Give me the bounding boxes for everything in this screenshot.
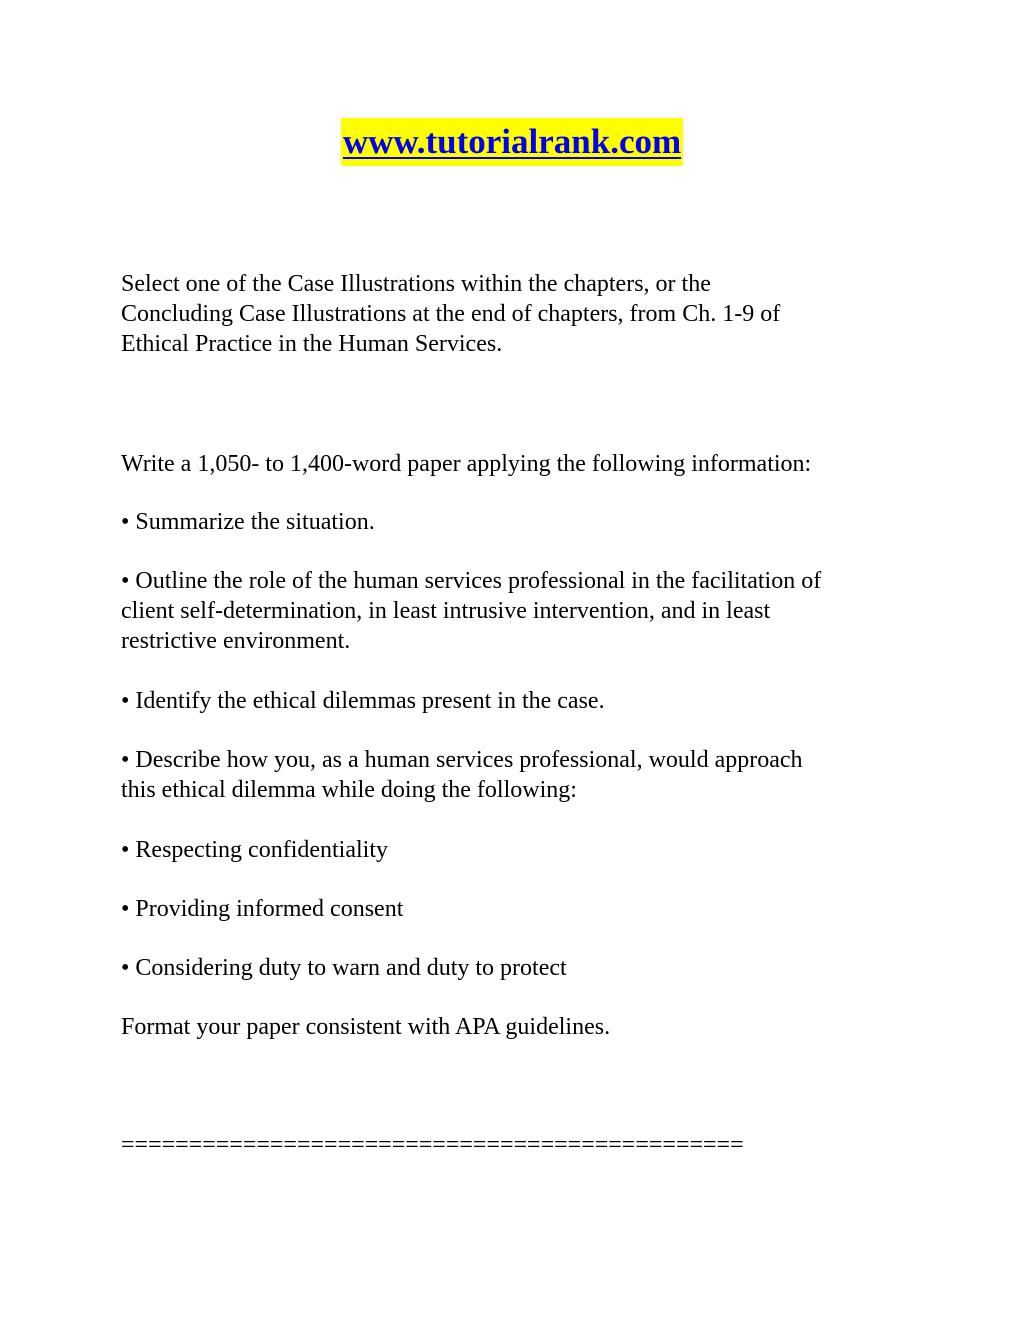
bullet-summarize: • Summarize the situation.	[121, 509, 375, 535]
bullet-outline-role: • Outline the role of the human services professional in the facilitation of client self-determination, in least intrusive intervention, and in least restrictive environment.	[121, 568, 822, 654]
intro-paragraph: Select one of the Case Illustrations within the chapters, or the Concluding Case Illustrations at the end of chapters, from Ch. 1-9 of Ethical Practice in the Human Services.	[121, 271, 781, 357]
header	[0, 118, 1024, 166]
bullet-duty-to-warn: • Considering duty to warn and duty to protect	[121, 955, 567, 981]
format-note: Format your paper consistent with APA guidelines.	[121, 1014, 611, 1040]
bullet-identify-dilemmas: • Identify the ethical dilemmas present in the case.	[121, 688, 605, 714]
separator-line: ==============================================	[121, 1132, 744, 1158]
bullet-describe-approach: • Describe how you, as a human services professional, would approach this ethical dilemma while doing the following:	[121, 747, 803, 803]
bullet-confidentiality: • Respecting confidentiality	[121, 837, 388, 863]
bullet-informed-consent: • Providing informed consent	[121, 896, 404, 922]
instruction-paragraph: Write a 1,050- to 1,400-word paper applying the following information:	[121, 451, 812, 477]
website-link[interactable]: www.tutorialrank.com	[341, 118, 683, 166]
